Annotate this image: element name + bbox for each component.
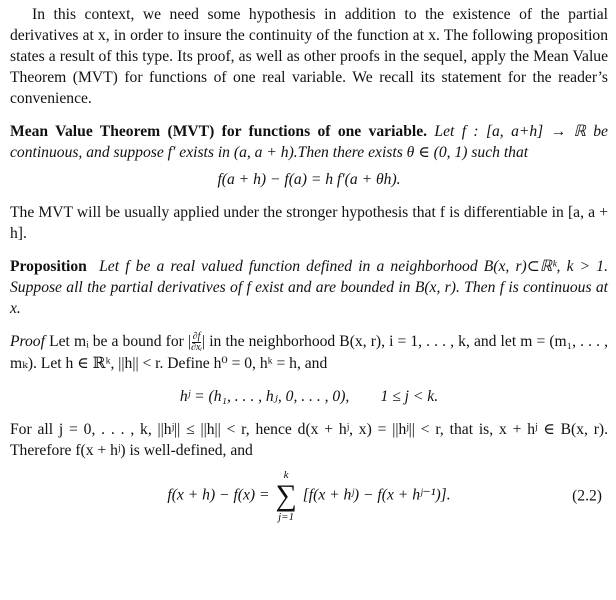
proof-paragraph	[10, 331, 608, 374]
proposition-body: Let f be a real valued function defined in a neighborhood B(x, r)⊂ℝᵏ, k > 1. Suppose all the partial derivatives of f exist and are bounded in B(x, r). Then f is continuous at x.	[10, 258, 608, 317]
sum-upper-limit: k	[283, 468, 289, 481]
sum-lower-limit: j=1	[278, 510, 295, 523]
telescoping-sum-equation	[10, 469, 608, 523]
mvt-equation	[10, 169, 608, 190]
proposition	[10, 256, 608, 319]
proof-text-a: Let mᵢ be a bound for |	[49, 333, 192, 350]
equation-number: (2.2)	[572, 487, 602, 505]
sum-lhs: f(x + h) − f(x) =	[167, 486, 270, 504]
hj-equation-text: hʲ = (h₁, . . . , hⱼ, 0, . . . , 0), 1 ≤ j < k.	[179, 387, 439, 405]
proof-text-b: | in the neighborhood B(x, r), i = 1, . . . , k, and let m = (m₁, . . . , mₖ). Let h ∈ ℝᵏ, ||h|| < r. Define h⁰ = 0, hᵏ = h, and	[10, 333, 608, 372]
sum-rhs: [f(x + hʲ) − f(x + hʲ⁻¹)].	[302, 486, 451, 504]
fraction-numerator: ∂f	[192, 330, 201, 342]
mvt-equation-text: f(a + h) − f(a) = h f′(a + θh).	[217, 171, 401, 188]
mvt-statement	[10, 121, 608, 163]
sum-symbol: ∑	[275, 478, 297, 512]
mvt-heading: Mean Value Theorem (MVT) for functions of one variable.	[10, 123, 428, 140]
hj-equation	[10, 386, 608, 407]
continuation-paragraph: For all j = 0, . . . , k, ||hʲ|| ≤ ||h|| < r, hence d(x + hʲ, x) = ||hʲ|| < r, that is, x + hʲ ∈ B(x, r). Therefore f(x + hʲ) is well-defined, and	[10, 420, 608, 459]
mvt-body: Let f : [a, a+h] → ℝ be continuous, and suppose f′ exists in (a, a + h).Then there exists θ ∈ (0, 1) such that	[10, 123, 608, 161]
intro-paragraph: In this context, we need some hypothesis in addition to the existence of the partial derivatives at x, in order to insure the continuity of the function at x. The following proposition states a result of this type. Its proof, as well as other proofs in the sequel, apply the Mean Value Theorem (MVT) for functions of one real variable. We recall its statement for the reader’s convenience.	[10, 6, 608, 107]
document-page	[10, 4, 608, 529]
proposition-heading: Proposition	[10, 258, 87, 275]
fraction-denominator: ∂xᵢ	[191, 341, 202, 353]
partial-derivative-fraction	[191, 332, 202, 353]
summation	[275, 469, 296, 523]
proof-label: Proof	[10, 333, 45, 350]
mvt-remark-paragraph: The MVT will be usually applied under the stronger hypothesis that f is differentiable in [a, a + h].	[10, 204, 608, 242]
